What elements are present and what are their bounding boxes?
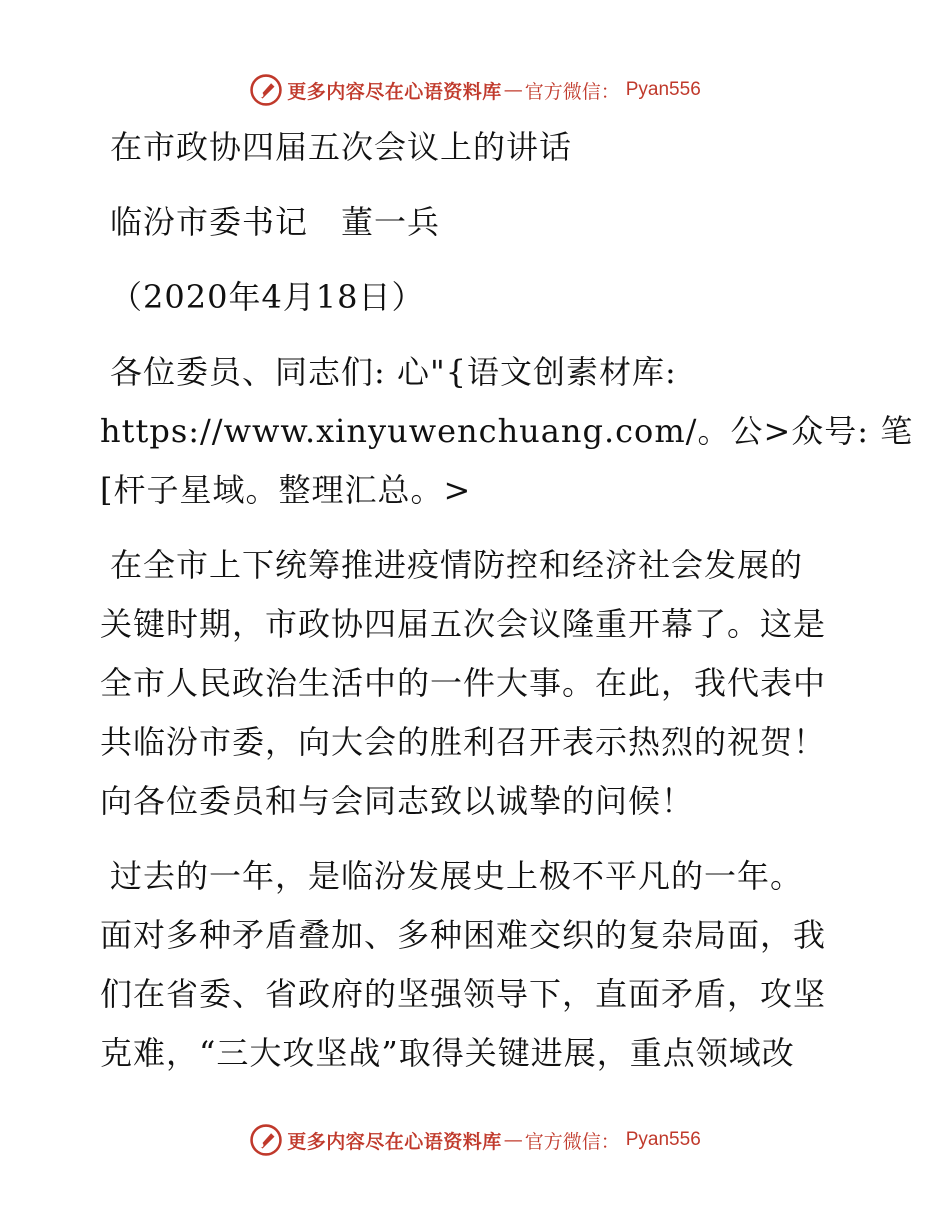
pen-nib-logo-icon [249,1123,283,1157]
paragraph-2 [100,847,860,1083]
document-date: （2020年4月18日） [110,278,425,316]
paragraph-line: 过去的一年，是临汾发展史上极不平凡的一年。 [110,857,804,895]
paragraph-line: 面对多种矛盾叠加、多种困难交织的复杂局面，我 [100,916,827,954]
paragraph-line: 在全市上下统筹推进疫情防控和经济社会发展的 [110,546,804,584]
salutation-line: https://www.xinyuwenchuang.com/。公>众号: 笔 [100,412,914,450]
banner-site-text: 更多内容尽在心语资料库 [287,80,502,103]
salutation-line: 各位委员、同志们: 心"{语文创素材库: [110,353,677,391]
banner-wechat-id: Pyan556 [625,1129,701,1150]
banner-wechat-label: 官方微信： [524,1130,620,1153]
banner-site-text: 更多内容尽在心语资料库 [287,1130,502,1153]
header-banner [0,70,950,110]
banner-wechat-id: Pyan556 [625,79,701,100]
paragraph-1 [100,536,860,831]
paragraph-line: 向各位委员和与会同志致以诚挚的问候！ [100,782,695,820]
paragraph-line: 全市人民政治生活中的一件大事。在此，我代表中 [100,664,827,702]
paragraph-line: 们在省委、省政府的坚强领导下，直面矛盾，攻坚 [100,975,827,1013]
banner-separator: — [503,79,523,101]
pen-nib-logo-icon [249,73,283,107]
banner-separator: — [503,1129,523,1151]
paragraph-line: 关键时期，市政协四届五次会议隆重开幕了。这是 [100,605,827,643]
paragraph-line: 克难，“三大攻坚战”取得关键进展，重点领域改 [100,1034,795,1072]
document-title: 在市政协四届五次会议上的讲话 [110,128,573,166]
document-author: 临汾市委书记 董一兵 [110,203,441,241]
document-body [100,118,914,1083]
footer-banner [0,1120,950,1160]
paragraph-line: 共临汾市委，向大会的胜利召开表示热烈的祝贺！ [100,723,827,761]
salutation-line: [杆子星域。整理汇总。> [100,471,472,509]
salutation-block [100,343,914,520]
banner-wechat-label: 官方微信： [524,80,620,103]
